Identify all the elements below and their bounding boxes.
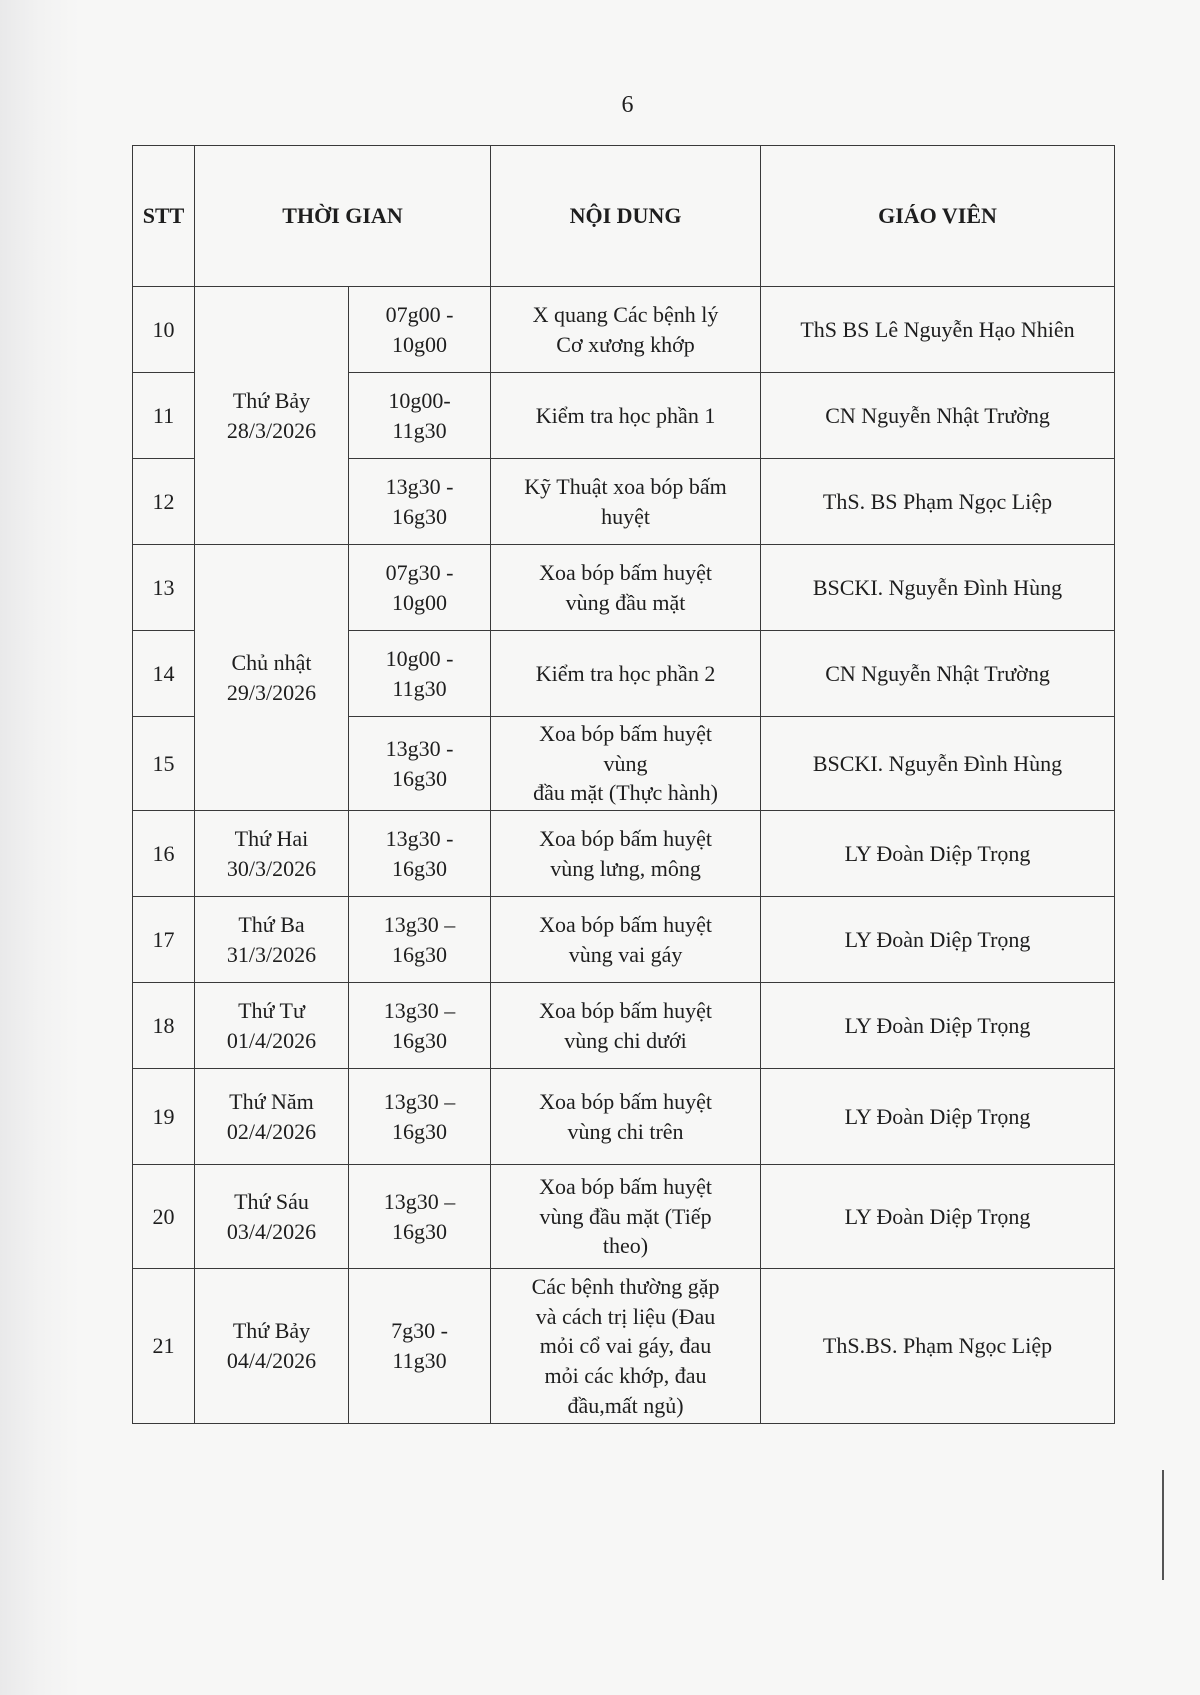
content-line: vùng	[603, 750, 648, 776]
table-row	[133, 1165, 1115, 1269]
row-stt: 17	[133, 897, 195, 983]
teacher-cell: LY Đoàn Diệp Trọng	[761, 811, 1115, 897]
content-line: vùng đầu mặt	[565, 589, 686, 615]
time-start: 13g30 -	[385, 735, 454, 761]
content-line: Kiểm tra học phần 2	[535, 660, 716, 686]
day-cell	[195, 545, 349, 811]
content-line: huyệt	[601, 503, 650, 529]
content-line: Kiểm tra học phần 1	[535, 402, 716, 428]
time-start: 7g30 -	[391, 1318, 448, 1344]
time-end: 16g30	[392, 503, 447, 529]
time-cell	[349, 1165, 491, 1269]
content-cell	[491, 631, 761, 717]
time-start: 13g30 -	[385, 473, 454, 499]
table-row	[133, 545, 1115, 631]
row-stt: 11	[133, 373, 195, 459]
time-end: 10g00	[392, 331, 447, 357]
time-cell	[349, 631, 491, 717]
time-start: 10g00 -	[385, 645, 454, 671]
teacher-cell: CN Nguyễn Nhật Trường	[761, 373, 1115, 459]
time-cell	[349, 287, 491, 373]
teacher-cell: CN Nguyễn Nhật Trường	[761, 631, 1115, 717]
row-stt: 20	[133, 1165, 195, 1269]
time-end: 16g30	[392, 941, 447, 967]
day-date: 01/4/2026	[226, 1027, 317, 1053]
time-cell	[349, 545, 491, 631]
time-start: 13g30 -	[385, 825, 454, 851]
day-name: Thứ Bảy	[232, 387, 311, 413]
day-name: Chủ nhật	[231, 649, 312, 675]
content-line: Xoa bóp bấm huyệt	[539, 825, 712, 851]
time-end: 11g30	[392, 675, 447, 701]
teacher-cell: BSCKI. Nguyễn Đình Hùng	[761, 545, 1115, 631]
day-cell	[195, 983, 349, 1069]
time-end: 16g30	[392, 1027, 447, 1053]
content-line: Kỹ Thuật xoa bóp bấm	[524, 473, 727, 499]
day-cell	[195, 1069, 349, 1165]
content-line: vùng chi dưới	[564, 1027, 687, 1053]
teacher-cell: LY Đoàn Diệp Trọng	[761, 1069, 1115, 1165]
day-cell	[195, 897, 349, 983]
teacher-cell: ThS BS Lê Nguyễn Hạo Nhiên	[761, 287, 1115, 373]
content-line: mỏi các khớp, đau	[544, 1362, 707, 1388]
day-name: Thứ Năm	[229, 1088, 314, 1114]
table-row	[133, 287, 1115, 373]
content-line: đầu,mất ngủ)	[567, 1392, 684, 1418]
table-row	[133, 1069, 1115, 1165]
header-stt: STT	[133, 146, 195, 287]
content-line: vùng chi trên	[567, 1118, 684, 1144]
content-line: Các bệnh thường gặp	[531, 1273, 720, 1299]
time-start: 07g00 -	[385, 301, 454, 327]
teacher-cell: BSCKI. Nguyễn Đình Hùng	[761, 717, 1115, 811]
content-cell	[491, 287, 761, 373]
time-start: 07g30 -	[385, 559, 454, 585]
row-stt: 16	[133, 811, 195, 897]
content-cell	[491, 983, 761, 1069]
time-start: 10g00-	[388, 387, 451, 413]
row-stt: 21	[133, 1269, 195, 1424]
day-date: 28/3/2026	[226, 417, 317, 443]
time-cell	[349, 1069, 491, 1165]
day-name: Thứ Tư	[238, 997, 305, 1023]
content-cell	[491, 459, 761, 545]
table-header-row	[133, 146, 1115, 287]
content-line: Xoa bóp bấm huyệt	[539, 721, 712, 746]
time-cell	[349, 717, 491, 811]
day-date: 04/4/2026	[226, 1348, 317, 1374]
table-row	[133, 1269, 1115, 1424]
content-cell	[491, 373, 761, 459]
time-end: 10g00	[392, 589, 447, 615]
row-stt: 13	[133, 545, 195, 631]
content-line: Xoa bóp bấm huyệt	[539, 1088, 712, 1114]
time-end: 16g30	[392, 765, 447, 791]
day-date: 29/3/2026	[226, 679, 317, 705]
time-end: 11g30	[392, 1348, 447, 1374]
day-cell	[195, 1165, 349, 1269]
teacher-cell: ThS.BS. Phạm Ngọc Liệp	[761, 1269, 1115, 1424]
scan-edge-line	[1162, 1470, 1164, 1580]
row-stt: 18	[133, 983, 195, 1069]
day-date: 03/4/2026	[226, 1218, 317, 1244]
content-line: và cách trị liệu (Đau	[535, 1303, 716, 1329]
content-line: đầu mặt (Thực hành)	[533, 780, 718, 806]
day-cell	[195, 811, 349, 897]
time-cell	[349, 897, 491, 983]
time-end: 16g30	[392, 1218, 447, 1244]
day-cell	[195, 1269, 349, 1424]
scan-shadow	[0, 0, 80, 1695]
teacher-cell: LY Đoàn Diệp Trọng	[761, 983, 1115, 1069]
content-line: vùng vai gáy	[568, 941, 683, 967]
day-name: Thứ Ba	[238, 911, 305, 937]
content-line: Xoa bóp bấm huyệt	[539, 559, 712, 585]
content-line: theo)	[602, 1233, 649, 1259]
content-line: Cơ xương khớp	[556, 331, 695, 357]
time-start: 13g30 –	[383, 911, 456, 937]
day-name: Thứ Hai	[234, 825, 309, 851]
content-cell	[491, 811, 761, 897]
table-row	[133, 983, 1115, 1069]
content-line: Xoa bóp bấm huyệt	[539, 911, 712, 937]
content-line: X quang Các bệnh lý	[532, 301, 719, 327]
content-cell	[491, 1069, 761, 1165]
row-stt: 10	[133, 287, 195, 373]
time-start: 13g30 –	[383, 1188, 456, 1214]
content-line: vùng đầu mặt (Tiếp	[539, 1203, 712, 1229]
row-stt: 19	[133, 1069, 195, 1165]
day-name: Thứ Bảy	[232, 1318, 311, 1344]
content-cell	[491, 1269, 761, 1424]
time-cell	[349, 373, 491, 459]
table-row	[133, 811, 1115, 897]
teacher-cell: LY Đoàn Diệp Trọng	[761, 1165, 1115, 1269]
row-stt: 14	[133, 631, 195, 717]
content-line: mỏi cổ vai gáy, đau	[539, 1333, 712, 1359]
header-content: NỘI DUNG	[491, 146, 761, 287]
content-cell	[491, 545, 761, 631]
content-line: vùng lưng, mông	[550, 855, 701, 881]
day-cell	[195, 287, 349, 545]
row-stt: 12	[133, 459, 195, 545]
time-end: 16g30	[392, 1118, 447, 1144]
content-cell	[491, 1165, 761, 1269]
time-start: 13g30 –	[383, 1088, 456, 1114]
time-cell	[349, 983, 491, 1069]
table-row	[133, 897, 1115, 983]
time-start: 13g30 –	[383, 997, 456, 1023]
time-cell	[349, 1269, 491, 1424]
teacher-cell: ThS. BS Phạm Ngọc Liệp	[761, 459, 1115, 545]
content-line: Xoa bóp bấm huyệt	[539, 1174, 712, 1200]
time-end: 16g30	[392, 855, 447, 881]
header-time: THỜI GIAN	[195, 146, 491, 287]
day-name: Thứ Sáu	[234, 1188, 309, 1214]
content-line: Xoa bóp bấm huyệt	[539, 997, 712, 1023]
time-cell	[349, 811, 491, 897]
row-stt: 15	[133, 717, 195, 811]
content-cell	[491, 897, 761, 983]
day-date: 02/4/2026	[226, 1118, 317, 1144]
day-date: 30/3/2026	[226, 855, 317, 881]
time-cell	[349, 459, 491, 545]
schedule-table	[132, 145, 1115, 1424]
header-teacher: GIÁO VIÊN	[761, 146, 1115, 287]
page-number: 6	[621, 92, 634, 118]
day-date: 31/3/2026	[226, 941, 317, 967]
content-cell	[491, 717, 761, 811]
teacher-cell: LY Đoàn Diệp Trọng	[761, 897, 1115, 983]
time-end: 11g30	[392, 417, 447, 443]
